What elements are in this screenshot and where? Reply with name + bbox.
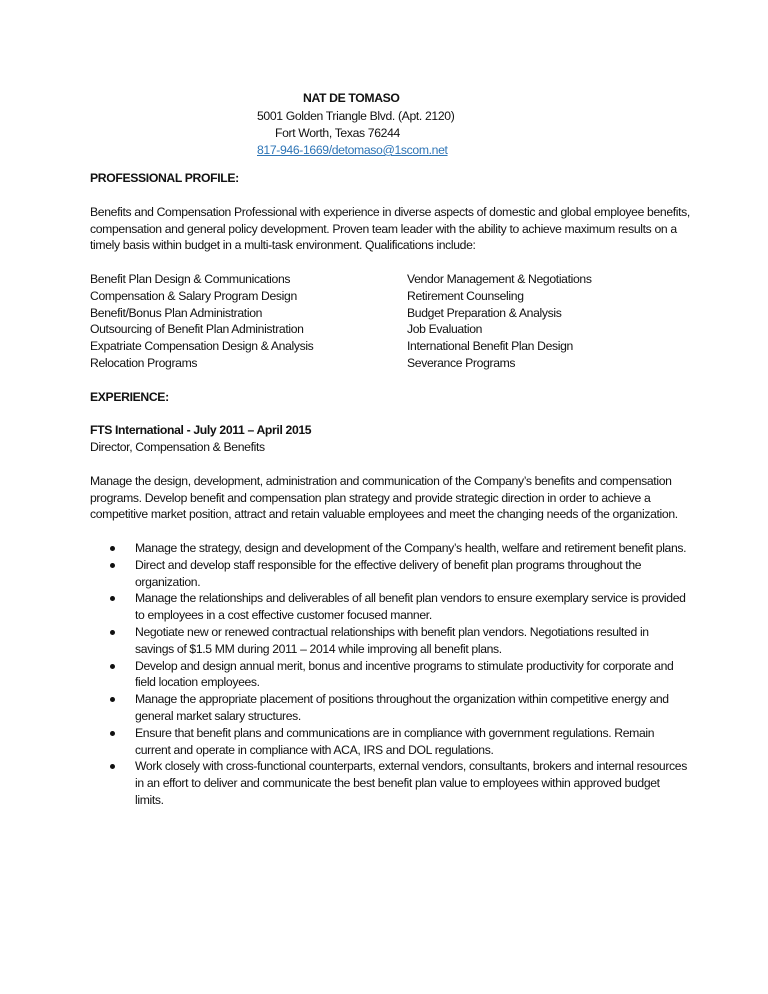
bullet-text: Manage the relationships and deliverables of all benefit plan vendors to ensure exemplary service is provided to employees in a cost effective customer focused manner. (135, 591, 686, 623)
bullet-icon (110, 546, 115, 551)
candidate-name: NAT DE TOMASO (303, 91, 400, 105)
bullet-text: Work closely with cross-functional counterparts, external vendors, consultants, brokers and internal resources in an effort to deliver and communicate the best benefit plan value to employees within approved budget limits. (135, 759, 687, 807)
skill-item: Relocation Programs (90, 355, 198, 370)
bullet-icon (110, 630, 115, 635)
skills-list (90, 271, 690, 372)
bullet-text: Negotiate new or renewed contractual relationships with benefit plan vendors. Negotiations resulted in savings of $1.5 MM during 2011 – 2014 while improving all benefit plans. (135, 624, 649, 656)
list-item (90, 758, 690, 808)
list-item (90, 658, 690, 692)
list-item (90, 624, 690, 658)
list-item (90, 725, 690, 759)
skill-item: Benefit/Bonus Plan Administration (90, 305, 263, 320)
job-description: Manage the design, development, administration and communication of the Company’s benefits and compensation programs. Develop benefit and compensation plan strategy and provide strategic direction in order to achieve a competitive market position, attract and retain valuable employees and meet the changing needs of the organization. (90, 473, 678, 522)
experience-heading: EXPERIENCE: (90, 389, 169, 404)
bullet-text: Ensure that benefit plans and communications are in compliance with government regulations. Remain current and operate in compliance with ACA, IRS and DOL regulations. (135, 725, 655, 757)
address-line-2: Fort Worth, Texas 76244 (275, 126, 400, 140)
contact-link[interactable]: 817-946-1669/detomaso@1scom.net (257, 143, 448, 157)
bullet-icon (110, 731, 115, 736)
skill-item: Benefit Plan Design & Communications (90, 271, 291, 286)
list-item (90, 691, 690, 725)
bullet-icon (110, 563, 115, 568)
profile-summary: Benefits and Compensation Professional with experience in diverse aspects of domestic and global employee benefits, compensation and general policy development. Proven team leader with the ability to achieve maximum results on a timely basis within budget in a multi-task environment. Qualifications include: (90, 204, 690, 253)
resume-body (90, 170, 690, 809)
job-title: Director, Compensation & Benefits (90, 440, 265, 455)
skill-item: Vendor Management & Negotiations (407, 271, 592, 286)
skill-item: Budget Preparation & Analysis (407, 305, 562, 320)
skill-item: Severance Programs (407, 355, 516, 370)
job-responsibilities (90, 540, 690, 809)
bullet-text: Direct and develop staff responsible for the effective delivery of benefit plan programs throughout the organization. (135, 557, 642, 589)
skill-item: Outsourcing of Benefit Plan Administration (90, 322, 304, 337)
skill-item: International Benefit Plan Design (407, 339, 573, 354)
skill-item: Job Evaluation (407, 322, 483, 337)
list-item (90, 540, 690, 557)
skill-item: Retirement Counseling (407, 288, 524, 303)
skill-item: Compensation & Salary Program Design (90, 288, 297, 303)
bullet-icon (110, 664, 115, 669)
bullet-icon (110, 697, 115, 702)
job-company-dates: FTS International - July 2011 – April 2015 (90, 423, 312, 438)
address-line-1: 5001 Golden Triangle Blvd. (Apt. 2120) (257, 109, 455, 123)
bullet-text: Manage the strategy, design and development of the Company’s health, welfare and retirement benefit plans. (135, 540, 687, 555)
bullet-icon (110, 596, 115, 601)
bullet-icon (110, 764, 115, 769)
bullet-text: Manage the appropriate placement of positions throughout the organization within competitive energy and general market salary structures. (135, 692, 669, 723)
profile-heading: PROFESSIONAL PROFILE: (90, 171, 239, 185)
list-item (90, 590, 690, 624)
list-item (90, 557, 690, 591)
bullet-text: Develop and design annual merit, bonus and incentive programs to stimulate productivity for corporate and field location employees. (135, 658, 674, 690)
skill-item: Expatriate Compensation Design & Analysis (90, 339, 314, 354)
